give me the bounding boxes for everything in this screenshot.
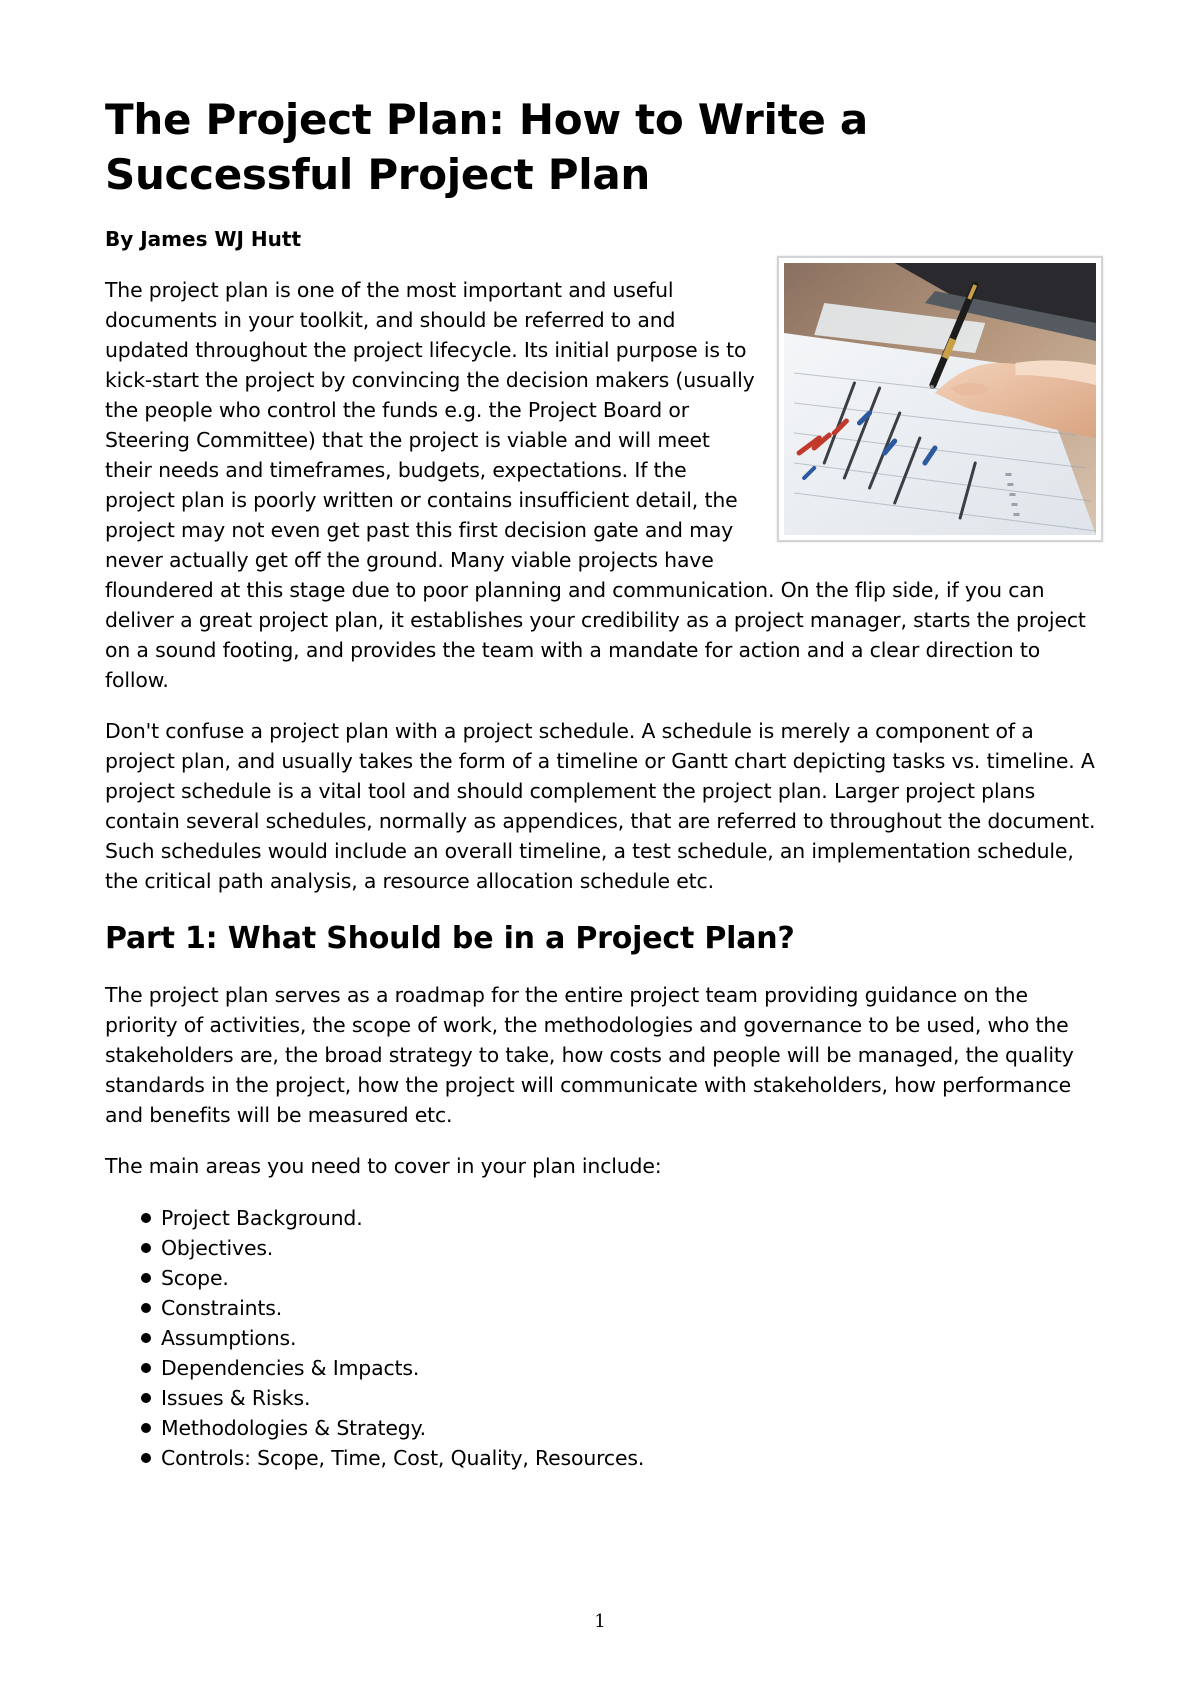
- document-title: The Project Plan: How to Write a Successful Project Plan: [105, 95, 868, 199]
- section-heading: Part 1: What Should be in a Project Plan?: [105, 921, 795, 956]
- project-plan-photo: [777, 256, 1103, 542]
- bullet-icon: [141, 1303, 151, 1313]
- list-item: Constraints.: [141, 1293, 1105, 1323]
- document-page: [105, 92, 1105, 1473]
- roadmap-paragraph: The project plan serves as a roadmap for the entire project team providing guidance on the priority of activities, the scope of work, the methodologies and governance to be used, who the stakeholders are, the broad strategy to take, how costs and people will be managed, the quality standards in the project, how the project will communicate with stakeholders, how performance and benefits will be measured etc.: [105, 983, 1074, 1127]
- list-item: Project Background.: [141, 1203, 1105, 1233]
- bullet-icon: [141, 1243, 151, 1253]
- schedule-paragraph: Don't confuse a project plan with a project schedule. A schedule is merely a component of a project plan, and usually takes the form of a timeline or Gantt chart depicting tasks vs. timeline. A project schedule is a vital tool and should complement the project plan. Larger project plans contain several schedules, normally as appendices, that are referred to throughout the document. Such schedules would include an overall timeline, a test schedule, an implementation schedule, the critical path analysis, a resource allocation schedule etc.: [105, 719, 1096, 893]
- bullet-icon: [141, 1453, 151, 1463]
- intro-paragraph: The project plan is one of the most important and useful documents in your toolkit, and should be referred to and updated throughout the project lifecycle. Its initial purpose is to kick-start the project by convincing the decision makers (usually the people who control the funds e.g. the Project Board or Steering Committee) that the project is viable and will meet their needs and timeframes, budgets, expectations. If the project plan is poorly written or contains insufficient detail, the project may not even get past this first decision gate and may never actually get off the ground. Many viable projects have floundered at this stage due to poor planning and communication. On the flip side, if you can deliver a great project plan, it establishes your credibility as a project manager, starts the project on a sound footing, and provides the team with a mandate for action and a clear direction to follow.: [105, 278, 1086, 692]
- list-item: Dependencies & Impacts.: [141, 1353, 1105, 1383]
- list-item: Scope.: [141, 1263, 1105, 1293]
- bullet-icon: [141, 1213, 151, 1223]
- bullet-icon: [141, 1333, 151, 1343]
- author-byline: By James WJ Hutt: [105, 227, 302, 251]
- list-item: Assumptions.: [141, 1323, 1105, 1353]
- bullet-icon: [141, 1363, 151, 1373]
- list-item: Issues & Risks.: [141, 1383, 1105, 1413]
- plan-areas-list: [141, 1203, 1105, 1473]
- list-item: Controls: Scope, Time, Cost, Quality, Resources.: [141, 1443, 1105, 1473]
- bullet-icon: [141, 1423, 151, 1433]
- list-item: Objectives.: [141, 1233, 1105, 1263]
- hand-writing-gantt-chart-illustration: [784, 263, 1096, 535]
- bullet-icon: [141, 1273, 151, 1283]
- list-item: Methodologies & Strategy.: [141, 1413, 1105, 1443]
- page-number: 1: [594, 1611, 606, 1632]
- main-areas-paragraph: The main areas you need to cover in your plan include:: [105, 1154, 662, 1178]
- bullet-icon: [141, 1393, 151, 1403]
